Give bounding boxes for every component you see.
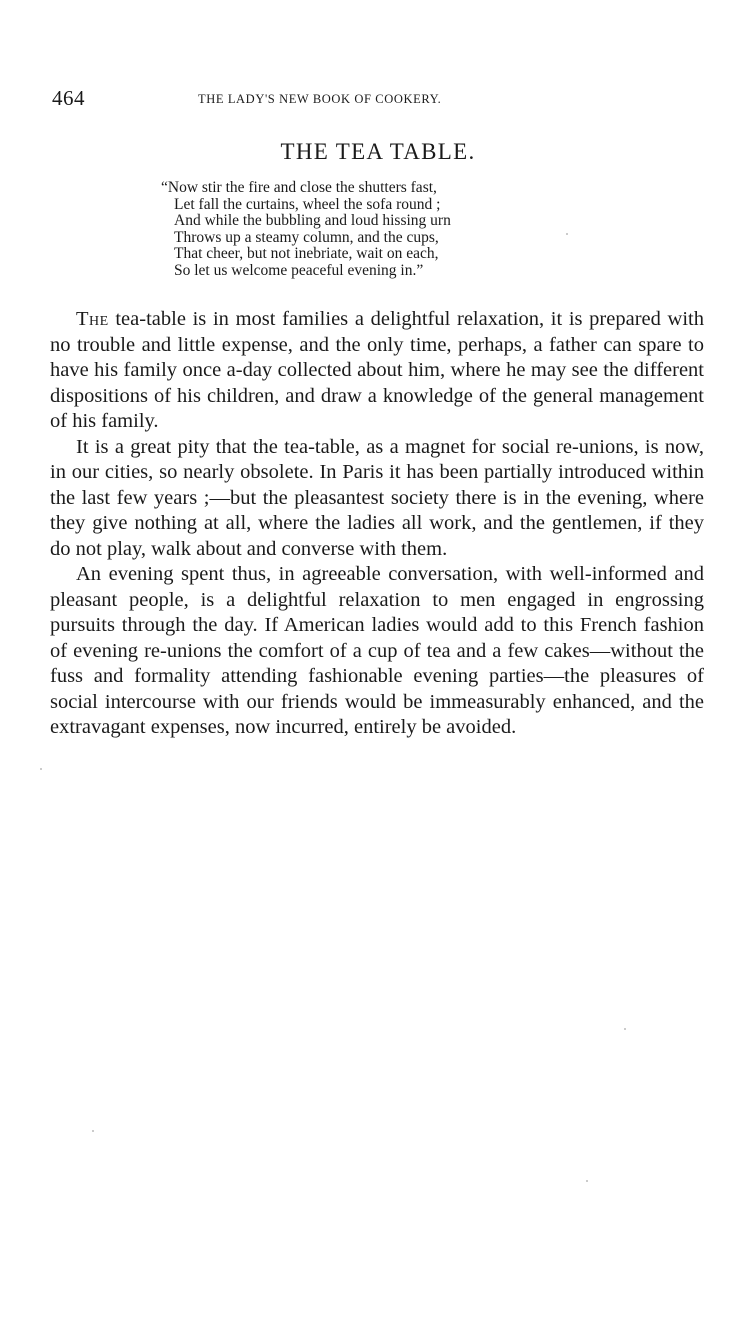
- epigraph-line: And while the bubbling and loud hissing urn: [174, 212, 451, 229]
- running-title: THE LADY'S NEW BOOK OF COOKERY.: [198, 92, 442, 106]
- epigraph-line: Throws up a steamy column, and the cups,: [174, 228, 439, 246]
- paper-speck: [40, 768, 42, 770]
- paragraph: [50, 307, 704, 435]
- page-number: 464: [52, 86, 85, 110]
- epigraph-poem: [161, 180, 581, 279]
- paragraph-first-word: The: [76, 308, 109, 330]
- paragraph-text: An evening spent thus, in agreeable conversation, with well-informed and pleasant people, is a delightful relaxation to men engaged in engrossing pursuits through the day. If American ladies would add to this French fashion of evening re-unions the comfort of a cup of tea and a few cakes—without the fuss and formality attending fashionable evening parties—the pleasures of social intercourse with our friends would be immeasurably enhanced, and the extravagant expenses, now incurred, entirely be avoided.: [50, 563, 704, 738]
- paragraph: [50, 562, 704, 741]
- epigraph-line: That cheer, but not inebriate, wait on each,: [174, 245, 439, 262]
- paper-speck: [566, 233, 568, 235]
- body-text: [50, 307, 704, 741]
- section-title: THE TEA TABLE.: [280, 139, 476, 164]
- paragraph-text: tea-table is in most families a delightful relaxation, it is prepared with no trouble and little expense, and the only time, perhaps, a father can spare to have his family once a-day collected about him, where he may see the different dispositions of his children, and draw a knowledge of the general management of his family.: [50, 308, 704, 432]
- paragraph-text: It is a great pity that the tea-table, as a magnet for social re-unions, is now, in our cities, so nearly obsolete. In Paris it has been partially introduced within the last few years ;—but the pleasantest society there is in the evening, where they give nothing at all, where the ladies all work, and the gentlemen, if they do not play, walk about and converse with them.: [50, 435, 704, 560]
- epigraph-line: “Now stir the fire and close the shutters fast,: [161, 179, 437, 196]
- paper-speck: [586, 1180, 588, 1182]
- paper-speck: [92, 1130, 94, 1132]
- epigraph-line: So let us welcome peaceful evening in.”: [174, 261, 424, 279]
- paragraph: [50, 435, 704, 563]
- epigraph-line: Let fall the curtains, wheel the sofa round ;: [174, 195, 441, 213]
- paper-speck: [624, 1028, 626, 1030]
- running-head: [50, 86, 702, 110]
